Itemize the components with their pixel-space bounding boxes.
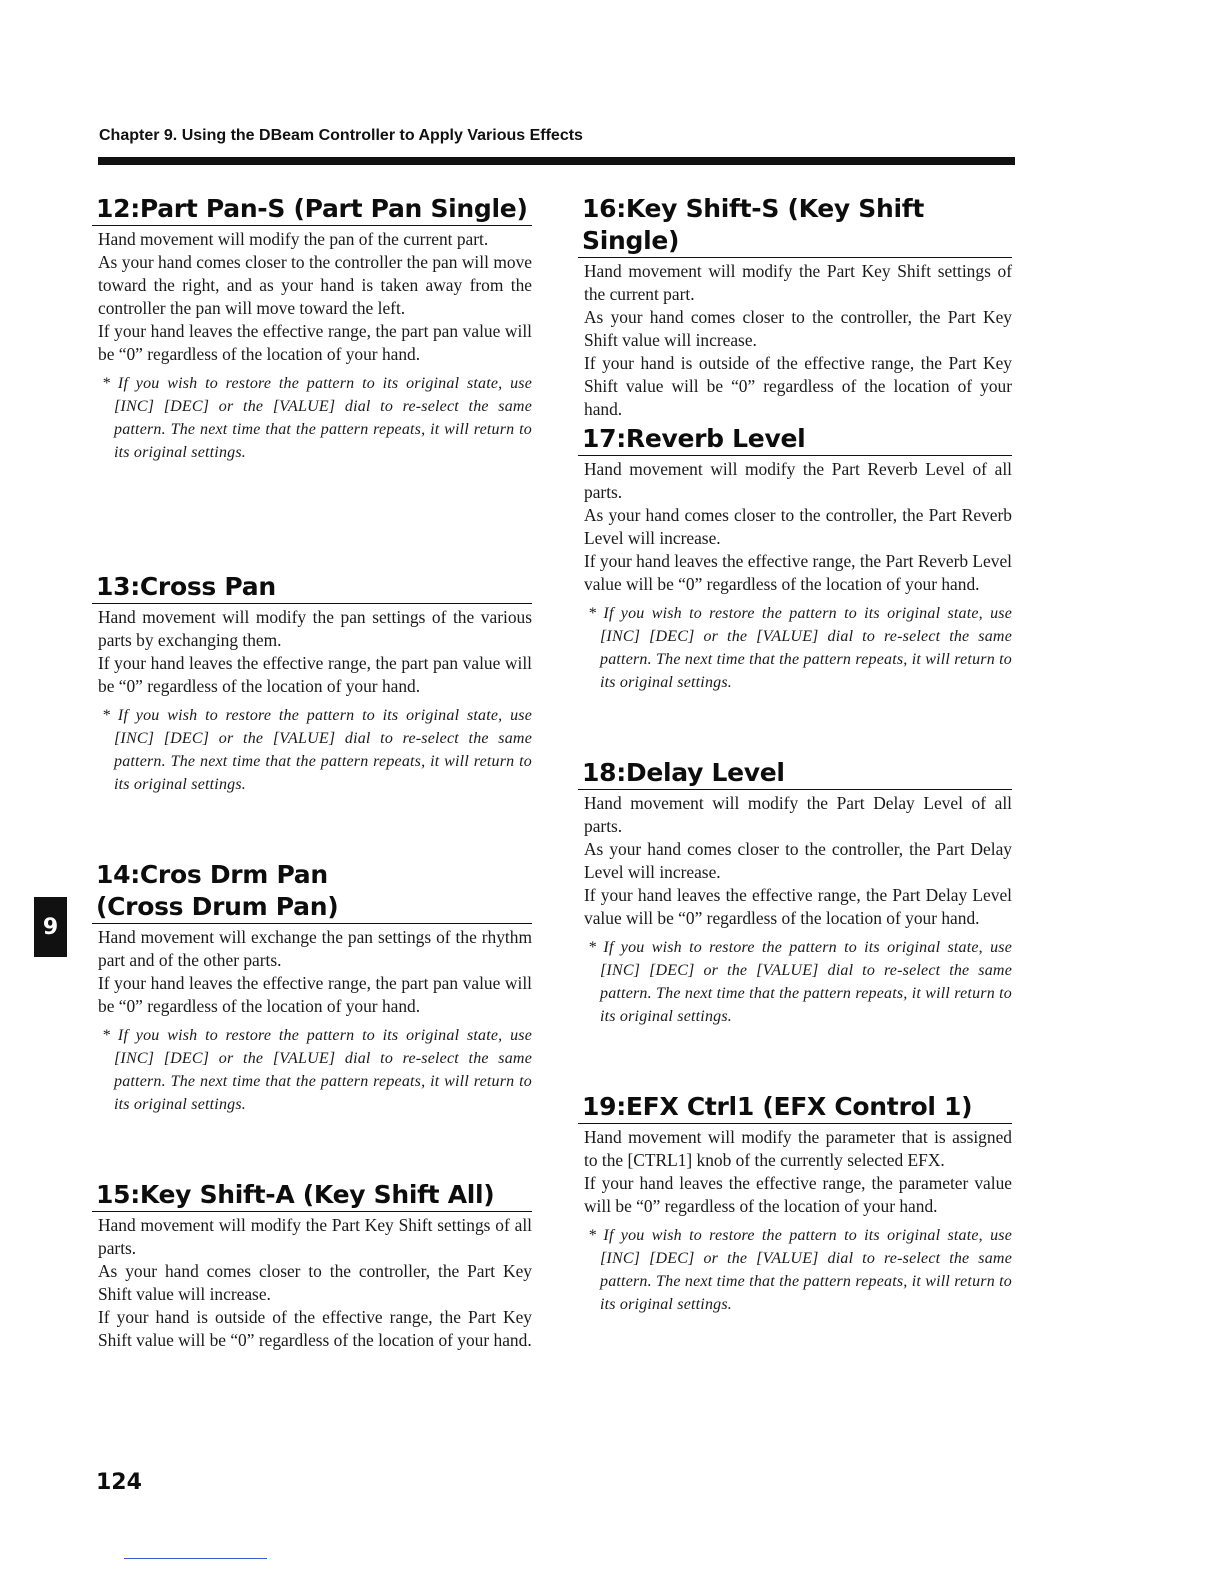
note: * If you wish to restore the pattern to its original state, use [INC] [DEC] or the [VALUE] dial to re-select the same pattern. The next time that the pattern repeats, it will return to its original settings.	[588, 1227, 1012, 1313]
section-title: 16:Key Shift-S (Key Shift Single)	[578, 193, 1012, 258]
paragraph: Hand movement will exchange the pan settings of the rhythm part and of the other parts.	[98, 927, 532, 970]
paragraph: Hand movement will modify the Part Delay Level of all parts.	[584, 793, 1012, 836]
paragraph: As your hand comes closer to the controller, the Part Reverb Level will increase.	[584, 505, 1012, 548]
note: * If you wish to restore the pattern to its original state, use [INC] [DEC] or the [VALUE] dial to re-select the same pattern. The next time that the pattern repeats, it will return to its original settings.	[588, 605, 1012, 691]
paragraph: If your hand leaves the effective range, the part pan value will be “0” regardless of the location of your hand.	[98, 653, 532, 696]
section-title: 19:EFX Ctrl1 (EFX Control 1)	[578, 1091, 1012, 1124]
paragraph: If your hand leaves the effective range, the part pan value will be “0” regardless of the location of your hand.	[98, 973, 532, 1016]
paragraph: Hand movement will modify the pan settings of the various parts by exchanging them.	[98, 607, 532, 650]
header-rule	[98, 157, 1015, 165]
note: * If you wish to restore the pattern to its original state, use [INC] [DEC] or the [VALUE] dial to re-select the same pattern. The next time that the pattern repeats, it will return to its original settings.	[588, 939, 1012, 1025]
section-reverb-level	[578, 423, 1012, 694]
bottom-rule	[124, 1558, 267, 1559]
paragraph: Hand movement will modify the pan of the current part.	[98, 229, 489, 249]
paragraph: Hand movement will modify the parameter that is assigned to the [CTRL1] knob of the currently selected EFX.	[584, 1127, 1012, 1170]
section-title: 17:Reverb Level	[578, 423, 1012, 456]
paragraph: Hand movement will modify the Part Reverb Level of all parts.	[584, 459, 1012, 502]
paragraph: If your hand leaves the effective range, the part pan value will be “0” regardless of the location of your hand.	[98, 321, 532, 364]
page-number: 124	[96, 1470, 142, 1495]
section-cros-drm-pan	[92, 859, 532, 1116]
section-title: 18:Delay Level	[578, 757, 1012, 790]
section-key-shift-s	[578, 193, 1012, 421]
paragraph: As your hand comes closer to the controller, the Part Delay Level will increase.	[584, 839, 1012, 882]
note: * If you wish to restore the pattern to its original state, use [INC] [DEC] or the [VALUE] dial to re-select the same pattern. The next time that the pattern repeats, it will return to its original settings.	[102, 1027, 532, 1113]
paragraph: Hand movement will modify the Part Key Shift settings of all parts.	[98, 1215, 532, 1258]
paragraph: If your hand is outside of the effective range, the Part Key Shift value will be “0” regardless of the location of your hand.	[584, 353, 1012, 419]
section-cross-pan	[92, 571, 532, 796]
section-title: 14:Cros Drm Pan (Cross Drum Pan)	[92, 859, 532, 924]
paragraph: If your hand leaves the effective range, the parameter value will be “0” regardless of the location of your hand.	[584, 1173, 1012, 1216]
chapter-thumb-tab: 9	[34, 897, 67, 957]
section-title: 12:Part Pan-S (Part Pan Single)	[92, 193, 532, 226]
paragraph: If your hand leaves the effective range, the Part Delay Level value will be “0” regardless of the location of your hand.	[584, 885, 1012, 928]
paragraph: If your hand leaves the effective range, the Part Reverb Level value will be “0” regardless of the location of your hand.	[584, 551, 1012, 594]
paragraph: Hand movement will modify the Part Key Shift settings of the current part.	[584, 261, 1012, 304]
note: * If you wish to restore the pattern to its original state, use [INC] [DEC] or the [VALUE] dial to re-select the same pattern. The next time that the pattern repeats, it will return to its original settings.	[102, 707, 532, 793]
section-key-shift-a	[92, 1179, 532, 1352]
paragraph: If your hand is outside of the effective range, the Part Key Shift value will be “0” regardless of the location of your hand.	[98, 1307, 532, 1350]
section-title: 13:Cross Pan	[92, 571, 532, 604]
paragraph: As your hand comes closer to the controller, the Part Key Shift value will increase.	[584, 307, 1012, 350]
section-efx-ctrl1	[578, 1091, 1012, 1316]
note: * If you wish to restore the pattern to its original state, use [INC] [DEC] or the [VALUE] dial to re-select the same pattern. The next time that the pattern repeats, it will return to its original settings.	[102, 375, 532, 461]
chapter-header: Chapter 9. Using the DBeam Controller to Apply Various Effects	[99, 127, 583, 144]
section-delay-level	[578, 757, 1012, 1028]
section-title: 15:Key Shift-A (Key Shift All)	[92, 1179, 532, 1212]
paragraph: As your hand comes closer to the controller, the Part Key Shift value will increase.	[98, 1261, 532, 1304]
section-part-pan-s	[92, 193, 532, 464]
paragraph: As your hand comes closer to the controller the pan will move toward the right, and as your hand is taken away from the controller the pan will move toward the left.	[98, 252, 532, 318]
